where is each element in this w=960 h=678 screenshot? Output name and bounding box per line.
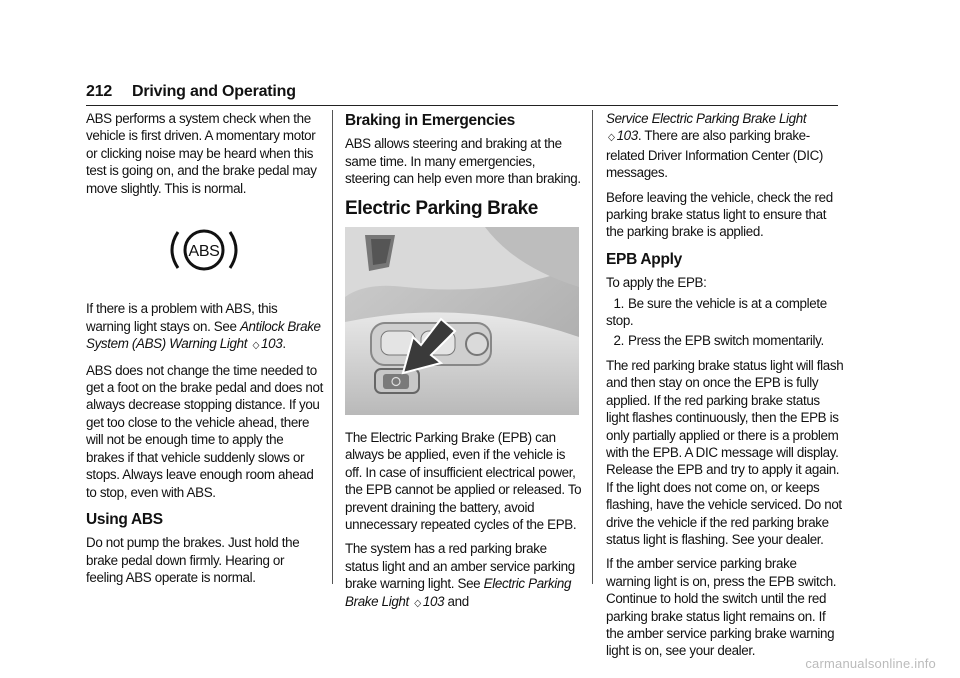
using-abs-paragraph: Do not pump the brakes. Just hold the brake pedal down firmly. Hearing or feeling ABS operate is normal. <box>86 535 300 586</box>
epb-apply-heading: EPB Apply <box>606 250 682 268</box>
amber-light-paragraph: If the amber service parking brake warning light is on, press the EPB switch. Continue to hold the switch until the red parking brake status light remains on. If the amber service parking brake warning light is on, see your dealer. <box>606 556 837 659</box>
page-number: 212 <box>86 83 113 100</box>
braking-emergencies-heading: Braking in Emergencies <box>345 112 515 129</box>
apply-steps-list <box>606 295 844 350</box>
epb-light-link[interactable]: Electric Parking Brake Light <box>345 576 572 609</box>
watermark: carmanualsonline.info <box>805 656 936 671</box>
status-light-paragraph: The red parking brake status light will flash and then stay on once the EPB is fully applied. If the red parking brake status light flashes continuously, then the EPB is only partially applied or there is a problem with the EPB. A DIC message will display. Release the EPB and try to apply it again. If the light does not come on, or keeps flashing, have the vehicle serviced. Do not drive the vehicle if the red parking brake status light is flashing. See your dealer. <box>606 357 844 547</box>
column-1 <box>86 110 324 594</box>
page-ref-icon: ◇ <box>252 340 260 352</box>
column-divider-2 <box>592 110 593 584</box>
list-item: 2. Press the EPB switch momentarily. <box>613 333 824 349</box>
abs-problem-paragraph: If there is a problem with ABS, this warning light stays on. See Antilock Brake System (ABS) Warning Light ◇ 103. <box>86 301 321 352</box>
epb-lights-paragraph: The system has a red parking brake status light and an amber service parking brake warning light. See Electric Parking Brake Light ◇ 103 and <box>345 541 575 609</box>
before-leaving-paragraph: Before leaving the vehicle, check the red parking brake status light to ensure that the parking brake is applied. <box>606 189 833 240</box>
epb-switch-photo <box>345 227 579 415</box>
braking-emergencies-paragraph: ABS allows steering and braking at the same time. In many emergencies, steering can help even more than braking. <box>345 136 581 187</box>
service-epb-light-link[interactable]: Service Electric Parking Brake Light <box>606 111 807 126</box>
column-divider-1 <box>332 110 333 584</box>
page-ref-icon: ◇ <box>414 597 421 609</box>
abs-warning-icon <box>168 226 240 274</box>
epb-intro-paragraph: The Electric Parking Brake (EPB) can always be applied, even if the vehicle is off. In case of insufficient electrical power, the EPB cannot be applied or released. To prevent draining the battery, avoid unnecessary repeated cycles of the EPB. <box>345 430 582 533</box>
service-epb-paragraph: Service Electric Parking Brake Light ◇ 103. There are also parking brake-related Driver Information Center (DIC) messages. <box>606 111 824 181</box>
abs-check-paragraph: ABS performs a system check when the vehicle is first driven. A momentary motor or clicking noise may be heard when this test is going on, and the brake pedal may move slightly. This is normal. <box>86 111 317 196</box>
epb-heading: Electric Parking Brake <box>345 197 538 219</box>
abs-icon-text: ABS <box>188 243 220 261</box>
page-header <box>86 83 838 106</box>
page-ref-icon: ◇ <box>608 132 615 144</box>
list-item: 1. Be sure the vehicle is at a complete stop. <box>606 295 827 329</box>
column-3 <box>606 110 844 667</box>
section-title: Driving and Operating <box>132 83 296 100</box>
abs-warning-light-link[interactable]: Antilock Brake System (ABS) Warning Light <box>86 318 321 352</box>
column-2 <box>345 110 583 619</box>
using-abs-heading: Using ABS <box>86 510 163 528</box>
apply-intro-paragraph: To apply the EPB: <box>606 275 707 291</box>
abs-stopping-paragraph: ABS does not change the time needed to get a foot on the brake pedal and does not always decrease stopping distance. If you get too close to the vehicle ahead, there will not be enough time to apply the brakes if that vehicle suddenly slows or stops. Always leave enough room ahead to stop, even with ABS. <box>86 362 323 500</box>
